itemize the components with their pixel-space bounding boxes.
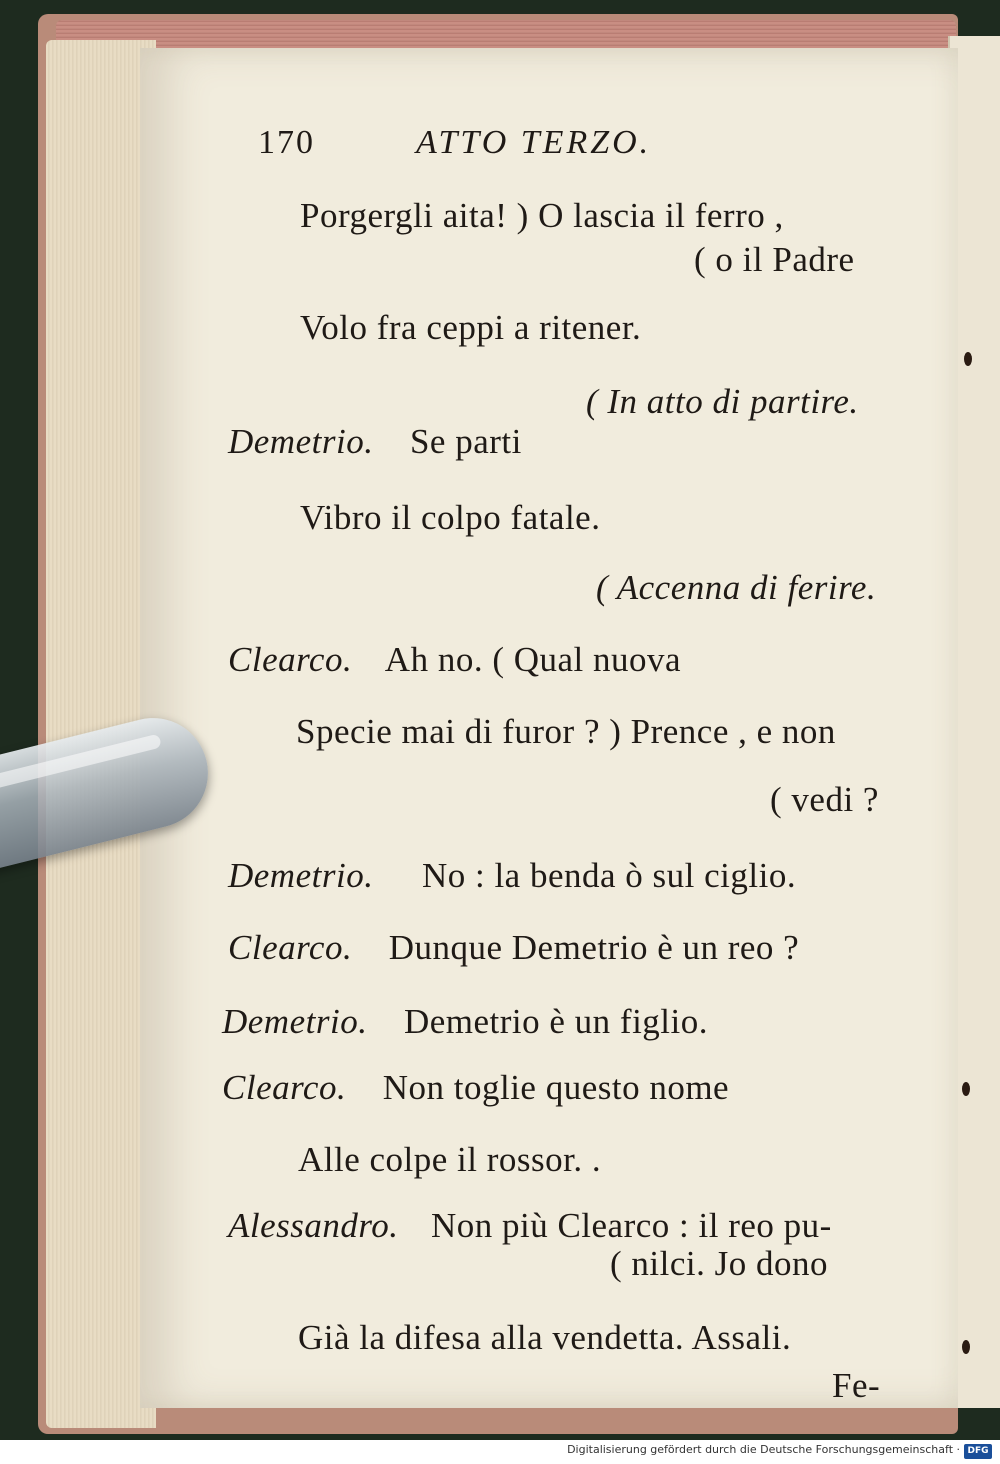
line-text: Ah no. ( Qual nuova <box>384 640 682 679</box>
text-line: Specie mai di furor ? ) Prence , e non <box>296 712 836 751</box>
speaker-name: Alessandro. <box>228 1206 399 1245</box>
dialogue-line <box>228 856 796 896</box>
line-text: No : la benda ò sul ciglio. <box>421 856 797 895</box>
text-line: ( nilci. Jo dono <box>610 1244 828 1283</box>
page-header <box>258 124 651 162</box>
dialogue-line <box>228 422 522 462</box>
page-number: 170 <box>258 124 315 161</box>
speaker-name: Clearco. <box>228 640 353 679</box>
speaker-name: Demetrio. <box>222 1002 368 1041</box>
footer-credit: Digitalisierung gefördert durch die Deutsche Forschungsgemeinschaft · <box>567 1443 960 1456</box>
text-line: Porgergli aita! ) O lascia il ferro , <box>300 196 784 235</box>
catchword: Fe- <box>832 1366 881 1405</box>
dialogue-line <box>228 640 681 680</box>
wormhole-mark <box>962 1340 970 1354</box>
dialogue-line <box>228 1206 832 1246</box>
line-text: Se parti <box>409 422 522 461</box>
line-text: Dunque Demetrio è un reo ? <box>388 928 800 967</box>
speaker-name: Clearco. <box>222 1068 347 1107</box>
line-text: Non più Clearco : il reo pu- <box>430 1206 832 1245</box>
dfg-logo: DFG <box>964 1444 992 1459</box>
text-line: ( o il Padre <box>694 240 855 279</box>
text-line: Vibro il colpo fatale. <box>300 498 601 537</box>
speaker-name: Demetrio. <box>228 856 374 895</box>
text-line: Volo fra ceppi a ritener. <box>300 308 642 347</box>
dialogue-line <box>222 1068 729 1108</box>
wormhole-mark <box>962 1082 970 1096</box>
text-line: ( vedi ? <box>770 780 879 819</box>
text-line: Alle colpe il rossor. . <box>298 1140 602 1179</box>
running-title: ATTO TERZO. <box>416 124 652 161</box>
line-text: Demetrio è un figlio. <box>403 1002 708 1041</box>
dialogue-line <box>222 1002 708 1042</box>
speaker-name: Clearco. <box>228 928 353 967</box>
line-text: Non toglie questo nome <box>382 1068 730 1107</box>
stage-direction: ( In atto di partire. <box>586 382 859 421</box>
text-line: Già la difesa alla vendetta. Assali. <box>298 1318 792 1357</box>
stage-direction: ( Accenna di ferire. <box>596 568 877 607</box>
speaker-name: Demetrio. <box>228 422 374 461</box>
wormhole-mark <box>964 352 972 366</box>
dialogue-line <box>228 928 799 968</box>
